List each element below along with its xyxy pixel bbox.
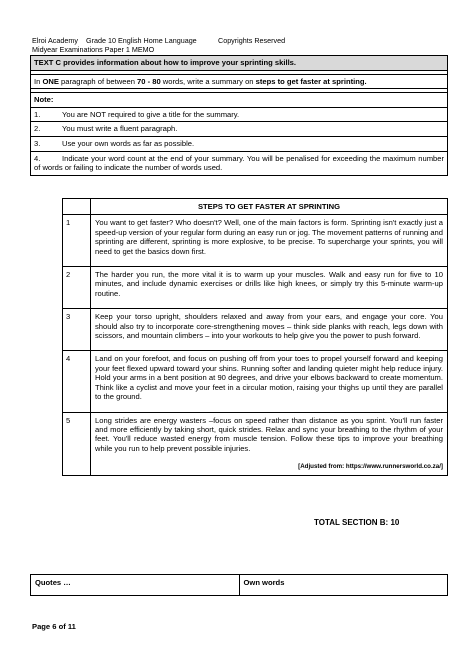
step-number: 4 xyxy=(63,351,91,412)
note-item: 2. You must write a fluent paragraph. xyxy=(31,122,448,137)
instruction-range: 70 - 80 xyxy=(137,76,161,86)
steps-header-blank xyxy=(63,199,91,215)
instruction-one: ONE xyxy=(42,76,59,86)
task-heading: TEXT C provides information about how to improve your sprinting skills. xyxy=(31,56,448,71)
step-text: Keep your torso upright, shoulders relaxed and away from your ears, and engage your core. You should also try to incorporate core-strengthening moves – think side planks with reach, legs down with scissors, and mountain climbers – into your workouts to help give you the power to push forward. xyxy=(91,309,448,351)
section-total: TOTAL SECTION B: 10 xyxy=(314,518,400,527)
copyright-notice: Copyrights Reserved xyxy=(218,36,286,45)
step-row xyxy=(63,412,448,475)
steps-title: STEPS TO GET FASTER AT SPRINTING xyxy=(91,199,448,215)
step-row xyxy=(63,351,448,412)
note-item: 4. Indicate your word count at the end of your summary. You will be penalised for exceeding the maximum number of words or failing to indicate the number of words used. xyxy=(31,151,448,175)
quotes-table xyxy=(30,574,448,596)
step-text: You want to get faster? Who doesn't? Well, one of the main factors is form. Sprinting isn't exactly just a speed-up version of your regular form during an easy run or jog. The movement patterns of running and sprinting are different, sprinting is more explosive, to be precise. To supercharge your sprints, you will need to get the basics down first. xyxy=(91,215,448,267)
step-number: 3 xyxy=(63,309,91,351)
step-number: 5 xyxy=(63,412,91,475)
page-header xyxy=(32,36,452,54)
quotes-column-header: Quotes … xyxy=(31,575,240,596)
step-text-cell xyxy=(91,412,448,475)
school-name: Elroi Academy xyxy=(32,36,78,45)
steps-table xyxy=(62,198,448,476)
note-label: Note: xyxy=(31,93,448,108)
step-text: The harder you run, the more vital it is to warm up your muscles. Walk and easy run for five to 10 minutes, and include dynamic exercises or drills like high knees, or simply try this 5-minute warm-up routine. xyxy=(91,267,448,309)
source-citation: [Adjusted from: https://www.runnersworld.co.za/] xyxy=(298,463,443,471)
grade-subject: Grade 10 English Home Language xyxy=(86,36,197,45)
own-words-column-header: Own words xyxy=(239,575,448,596)
task-instructions-table xyxy=(30,55,448,176)
step-number: 1 xyxy=(63,215,91,267)
note-item: 3. Use your own words as far as possible. xyxy=(31,136,448,151)
step-text: Long strides are energy wasters –focus on speed rather than distance as you sprint. You'll run faster and more efficiently by taking short, quick strides. Relax and sync your breathing to the rhythm of your feet. You'll reduce wasted energy from muscle tension. Follow these tips to improve your breathing while you run to help prevent possible injuries. xyxy=(95,415,443,453)
page-number: Page 6 of 11 xyxy=(32,622,76,631)
step-row xyxy=(63,215,448,267)
exam-title: Midyear Examinations Paper 1 MEMO xyxy=(32,45,155,54)
step-text: Land on your forefoot, and focus on pushing off from your toes to propel yourself forward and keeping your feet flexed upward toward your shins. Running softer and landing quieter might help reduce injury. Hold your arms in a bent position at 90 degrees, and drive your elbows backward to create momentum. Think like a cyclist and move your feet in a circular motion, raising your thighs up until they are parallel to the ground. xyxy=(91,351,448,412)
step-row xyxy=(63,267,448,309)
note-item: 1. You are NOT required to give a title for the summary. xyxy=(31,107,448,122)
task-instruction: In ONE paragraph of between 70 - 80 words, write a summary on steps to get faster at sprinting. xyxy=(31,74,448,89)
instruction-topic: steps to get faster at sprinting. xyxy=(255,76,367,86)
step-number: 2 xyxy=(63,267,91,309)
step-row xyxy=(63,309,448,351)
